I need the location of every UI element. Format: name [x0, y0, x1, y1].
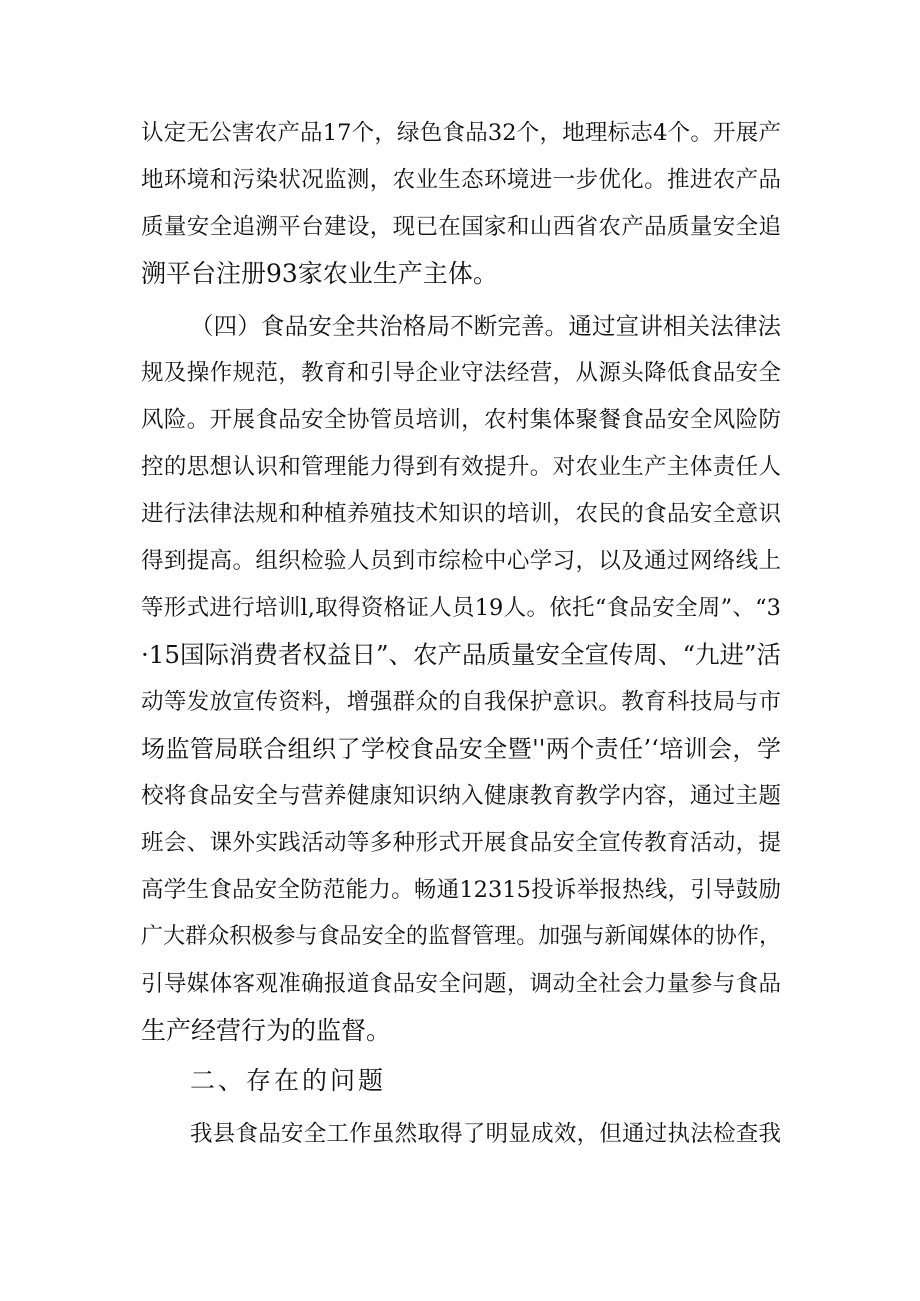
paragraph-2-line-1: （四）食品安全共治格局不断完善。通过宣讲相关法律法 — [190, 312, 781, 340]
section-heading: 二、存在的问题 — [190, 1066, 387, 1095]
paragraph-2-line-3: 风险。开展食品安全协管员培训，农村集体聚餐食品安全风险防 — [141, 407, 781, 433]
paragraph-2-line-14: 广大群众积极参与食品安全的监督管理。加强与新闻媒体的协作， — [141, 924, 781, 949]
paragraph-2-line-2: 规及操作规范，教育和引导企业守法经营，从源头降低食品安全 — [141, 360, 781, 386]
paragraph-1-line-4: 溯平台注册93家农业生产主体。 — [141, 259, 498, 288]
paragraph-1-line-1: 认定无公害农产品17个，绿色食品32个，地理标志4个。开展产 — [141, 120, 781, 146]
paragraph-2-line-16: 生产经营行为的监督。 — [141, 1016, 392, 1045]
paragraph-2-line-5: 进行法律法规和种植养殖技术知识的培训，农民的食品安全意识 — [141, 501, 781, 527]
paragraph-2-line-9: 动等发放宣传资料，增强群众的自我保护意识。教育科技局与市 — [141, 689, 781, 715]
paragraph-2-line-10: 场监管局联合组织了学校食品安全暨''两个责任’‘培训会，学 — [141, 735, 781, 763]
paragraph-3-line-1: 我县食品安全工作虽然取得了明显成效，但通过执法检查我 — [190, 1121, 781, 1147]
paragraph-2-line-8: ·15国际消费者权益日”、农产品质量安全宣传周、“九进”活 — [141, 640, 782, 669]
paragraph-2-line-4: 控的思想认识和管理能力得到有效提升。对农业生产主体责任人 — [141, 454, 781, 480]
paragraph-2-line-15: 引导媒体客观准确报道食品安全问题，调动全社会力量参与食品 — [141, 971, 781, 997]
paragraph-2-line-7: 等形式进行培训l,取得资格证人员19人。依托“食品安全周”、“3 — [141, 595, 781, 621]
paragraph-1-line-3: 质量安全追溯平台建设，现已在国家和山西省农产品质量安全追 — [141, 214, 781, 240]
paragraph-1-line-2: 地环境和污染状况监测，农业生态环境进一步优化。推进农产品 — [141, 167, 781, 193]
paragraph-2-line-11: 校将食品安全与营养健康知识纳入健康教育教学内容，通过主题 — [141, 783, 781, 809]
paragraph-2-line-12: 班会、课外实践活动等多种形式开展食品安全宣传教育活动，提 — [141, 830, 781, 856]
paragraph-2-line-6: 得到提高。组织检验人员到市综检中心学习，以及通过网络线上 — [141, 548, 781, 574]
paragraph-2-line-13: 高学生食品安全防范能力。畅通12315投诉举报热线，引导鼓励 — [141, 877, 781, 903]
